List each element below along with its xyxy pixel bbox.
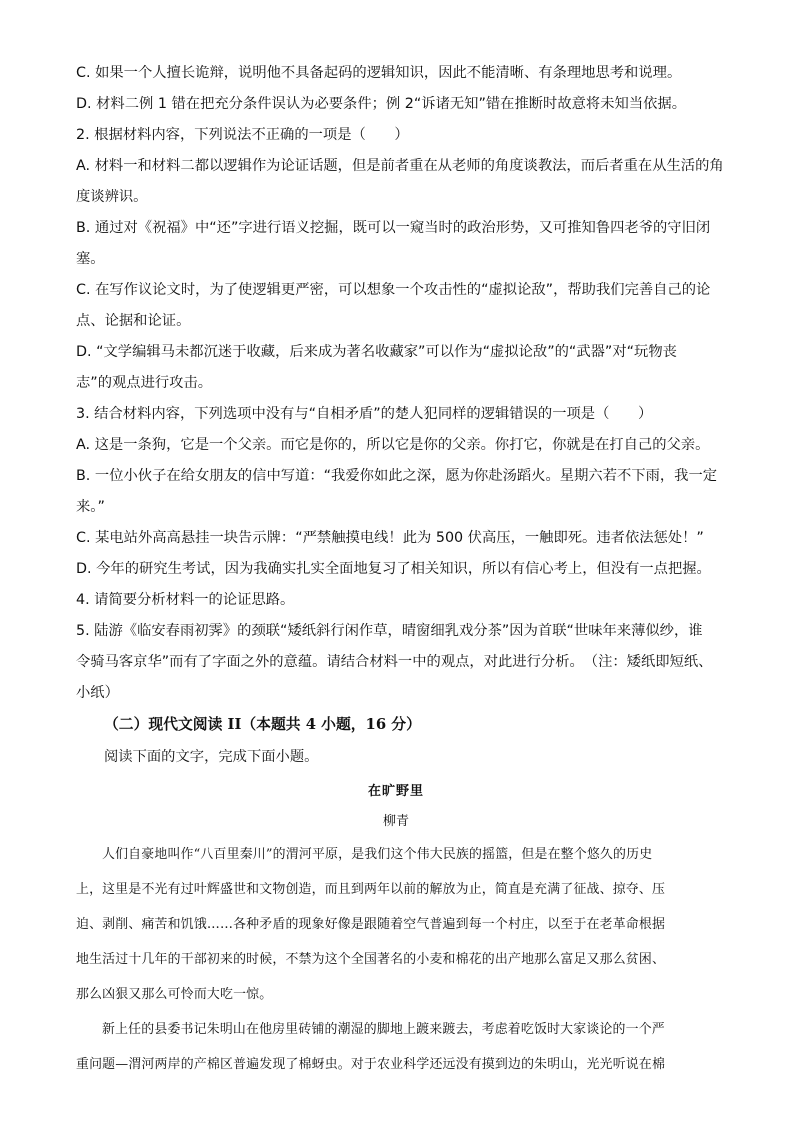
- story-title: 在旷野里: [367, 784, 424, 799]
- q3-stem: 3. 结合材料内容，下列选项中没有与“自相矛盾”的楚人犯同样的逻辑错误的一项是（ ）: [76, 406, 653, 422]
- q2-option-c-line1: C. 在写作议论文时，为了使逻辑更严密，可以想象一个攻击性的“虚拟论敌”，帮助我们完善自己的论: [76, 282, 711, 298]
- q3-option-b-line2: 来。”: [76, 499, 105, 515]
- q1-option-d: D. 材料二例 1 错在把充分条件误认为必要条件；例 2“诉诸无知”错在推断时故意将未知当依据。: [76, 96, 687, 112]
- q3-option-a: A. 这是一条狗，它是一个父亲。而它是你的，所以它是你的父亲。你打它，你就是在打自己的父亲。: [76, 437, 710, 453]
- section-heading: （二）现代文阅读 II（本题共 4 小题，16 分）: [104, 716, 421, 733]
- story-author: 柳青: [382, 814, 409, 829]
- section-instruction: 阅读下面的文字，完成下面小题。: [104, 749, 319, 765]
- exam-page: [76, 58, 724, 1082]
- story-paragraph2-line2: 重问题—渭河两岸的产棉区普遍发现了棉蚜虫。对于农业科学还远没有摸到边的朱明山，光光听说在棉: [76, 1057, 666, 1072]
- q3-option-c: C. 某电站外高高悬挂一块告示牌：“严禁触摸电线！此为 500 伏高压，一触即死。违者依法惩处！”: [76, 530, 704, 546]
- q4-stem: 4. 请简要分析材料一的论证思路。: [76, 592, 295, 608]
- story-paragraph2-line1: 新上任的县委书记朱明山在他房里砖铺的潮湿的脚地上踱来踱去，考虑着吃饭时大家谈论的一个严: [102, 1022, 665, 1037]
- q2-stem: 2. 根据材料内容，下列说法不正确的一项是（ ）: [76, 127, 409, 143]
- q5-line2: 令骑马客京华”而有了字面之外的意蕴。请结合材料一中的观点，对此进行分析。 （注：矮纸即短纸、: [76, 654, 713, 670]
- q2-option-a-line2: 度谈辨识。: [76, 189, 148, 205]
- story-paragraph1-line4: 地生活过十几年的干部初来的时候，不禁为这个全国著名的小麦和棉花的出产地那么富足又那么贫困、: [76, 952, 666, 967]
- q5-line1: 5. 陆游《临安春雨初霁》的颈联“矮纸斜行闲作草，晴窗细乳戏分茶”因为首联“世味年来薄似纱，谁: [76, 623, 703, 639]
- q3-option-b-line1: B. 一位小伙子在给女朋友的信中写道：“我爱你如此之深，愿为你赴汤蹈火。星期六若不下雨，我一定: [76, 468, 718, 484]
- story-paragraph1-line1: 人们自豪地叫作“八百里秦川”的渭河平原，是我们这个伟大民族的摇篮，但是在整个悠久的历史: [102, 847, 653, 862]
- q2-option-b-line1: B. 通过对《祝福》中“还”字进行语义挖掘，既可以一窥当时的政治形势，又可推知鲁四老爷的守旧闭: [76, 220, 711, 236]
- q5-line3: 小纸）: [76, 685, 119, 701]
- q2-option-d-line1: D. “文学编辑马未都沉迷于收藏，后来成为著名收藏家”可以作为“虚拟论敌”的“武器”对“玩物丧: [76, 344, 677, 360]
- story-paragraph1-line2: 上，这里是不光有过叶辉盛世和文物创造，而且到两年以前的解放为止，简直是充满了征战、掠夺、压: [76, 882, 666, 897]
- q3-option-d: D. 今年的研究生考试，因为我确实扎实全面地复习了相关知识，所以有信心考上，但没有一点把握。: [76, 561, 711, 577]
- q2-option-c-line2: 点、论据和论证。: [76, 313, 191, 329]
- story-paragraph1-line5: 那么凶狠又那么可怜而大吃一惊。: [76, 987, 273, 1002]
- story-paragraph1-line3: 迫、剥削、痛苦和饥饿……各种矛盾的现象好像是跟随着空气普遍到每一个村庄，以至于在老革命根据: [76, 917, 666, 932]
- q1-option-c: C. 如果一个人擅长诡辩，说明他不具备起码的逻辑知识，因此不能清晰、有条理地思考和说理。: [76, 65, 682, 81]
- q2-option-d-line2: 志”的观点进行攻击。: [76, 375, 213, 391]
- q2-option-a-line1: A. 材料一和材料二都以逻辑作为论证话题，但是前者重在从老师的角度谈教法，而后者重在从生活的角: [76, 158, 724, 174]
- q2-option-b-line2: 塞。: [76, 251, 105, 267]
